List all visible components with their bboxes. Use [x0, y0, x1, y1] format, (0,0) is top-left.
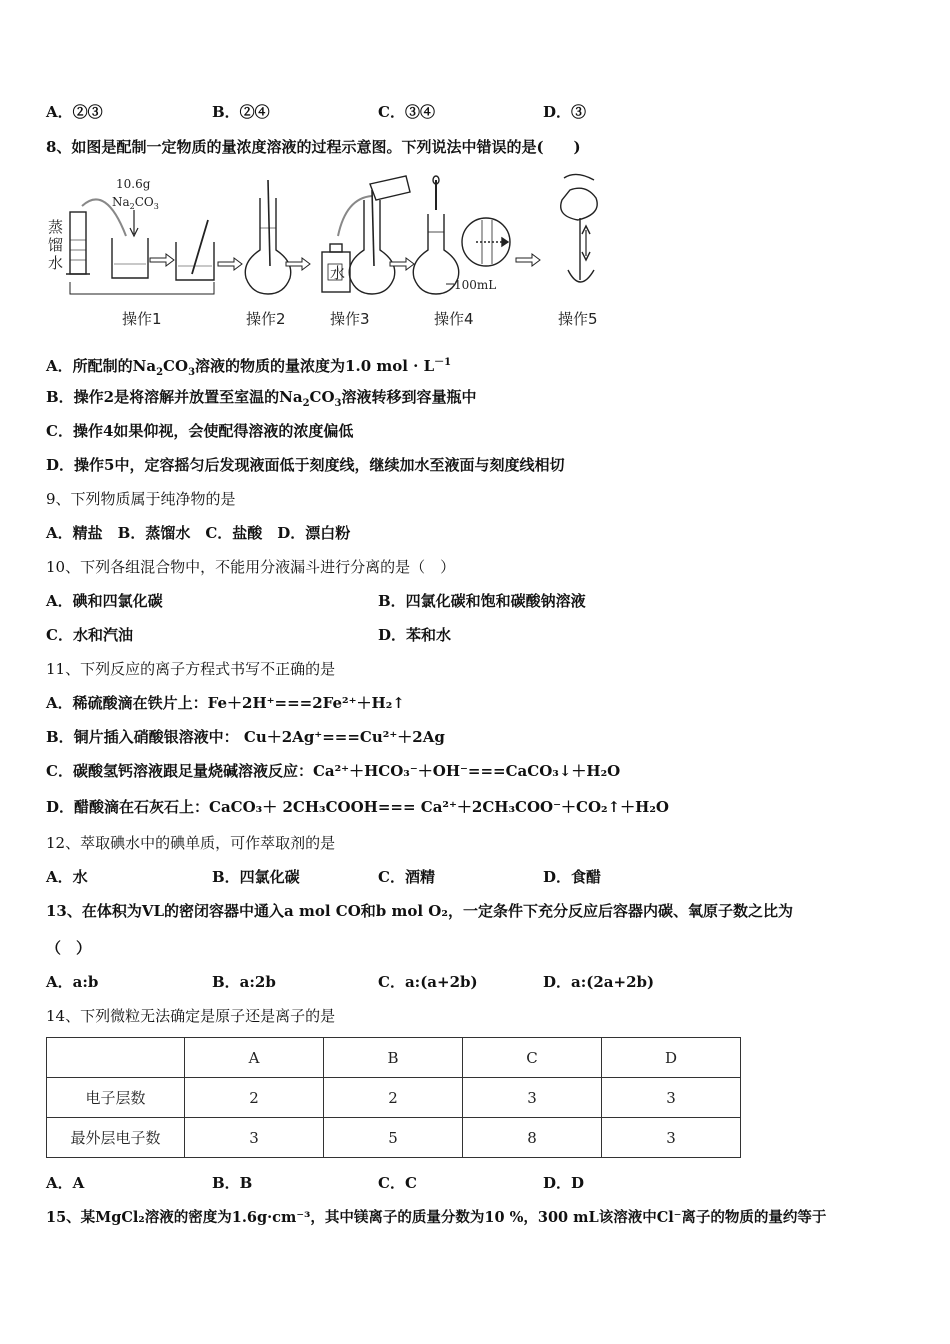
q7-option-b: B．②④: [212, 103, 270, 121]
step-3-label: 操作3: [330, 310, 370, 328]
eye-level-magnifier: [462, 218, 510, 266]
graduated-cylinder: [66, 212, 90, 274]
table-cell: 3: [185, 1118, 324, 1158]
reagent-name: $Na_2CO_3$: [112, 195, 159, 211]
q14-table: [46, 1037, 741, 1158]
q7-option-c: C．③④: [378, 103, 435, 121]
water-label-3: 水: [48, 254, 64, 272]
q10-option-c: C．水和汽油: [46, 626, 133, 644]
q14-option-d: D．D: [543, 1174, 585, 1192]
table-cell: A: [185, 1038, 324, 1078]
q15-stem: 15、某MgCl₂溶液的密度为1.6g·cm⁻³，其中镁离子的质量分数为10 %，300 mL该溶液中Cl⁻离子的物质的量约等于: [46, 1209, 827, 1226]
q12-option-b: B．四氯化碳: [212, 868, 300, 886]
q11-option-b: B．铜片插入硝酸银溶液中： Cu＋2Ag⁺===Cu²⁺＋2Ag: [46, 728, 445, 746]
q13-option-b: B．a:2b: [212, 973, 276, 991]
q7-option-d: D．③: [543, 103, 587, 121]
beaker-2: [176, 220, 214, 280]
volume-label: 100mL: [454, 278, 497, 292]
q14-option-b: B．B: [212, 1174, 253, 1192]
q14-stem: 14、下列微粒无法确定是原子还是离子的是: [46, 1007, 336, 1025]
water-label-2: 馏: [48, 236, 64, 254]
water-label-1: 蒸: [48, 218, 64, 236]
table-cell: 3: [602, 1118, 741, 1158]
q13-paren: （ ）: [46, 939, 92, 957]
table-cell: C: [463, 1038, 602, 1078]
q10-option-b: B．四氯化碳和饱和碳酸钠溶液: [378, 592, 586, 610]
q11-stem: 11、下列反应的离子方程式书写不正确的是: [46, 660, 336, 678]
solution-prep-diagram: [46, 170, 616, 335]
q8-option-b: B．操作2是将溶解并放置至室温的$Na_2CO_3$溶液转移到容量瓶中: [46, 388, 477, 409]
q11-option-a: A．稀硫酸滴在铁片上：Fe＋2H⁺===2Fe²⁺＋H₂↑: [46, 694, 405, 712]
q10-option-a: A．碘和四氯化碳: [46, 592, 163, 610]
table-row: [47, 1118, 741, 1158]
q13-stem: 13、在体积为VL的密闭容器中通入a mol CO和b mol O₂，一定条件下充分反应后容器内碳、氧原子数之比为: [46, 902, 793, 920]
q12-option-d: D．食醋: [543, 868, 602, 886]
table-cell: 3: [602, 1078, 741, 1118]
arrow-icon: [516, 254, 540, 266]
q12-stem: 12、萃取碘水中的碘单质，可作萃取剂的是: [46, 834, 336, 852]
q8-stem: 8、如图是配制一定物质的量浓度溶液的过程示意图。下列说法中错误的是( ): [46, 138, 581, 156]
table-cell: 2: [185, 1078, 324, 1118]
q14-option-a: A．A: [46, 1174, 85, 1192]
q10-option-d: D．苯和水: [378, 626, 452, 644]
volumetric-flask-2: [245, 180, 290, 294]
volumetric-flask-3: [349, 176, 410, 294]
table-cell: 电子层数: [47, 1078, 185, 1118]
step-5-label: 操作5: [558, 310, 598, 328]
q11-option-d: D．醋酸滴在石灰石上：CaCO₃＋ 2CH₃COOH=== Ca²⁺＋2CH₃COO⁻＋CO₂↑＋H₂O: [46, 798, 669, 816]
q8-option-d: D．操作5中，定容摇匀后发现液面低于刻度线，继续加水至液面与刻度线相切: [46, 456, 565, 474]
q13-option-a: A．a:b: [46, 973, 99, 991]
table-cell: B: [324, 1038, 463, 1078]
q12-option-a: A．水: [46, 868, 88, 886]
q8-option-a: A．所配制的$Na_2CO_3$溶液的物质的量浓度为1.0 mol · $L^{-1}$: [46, 357, 452, 378]
table-row: [47, 1078, 741, 1118]
beaker-1: [112, 238, 148, 278]
flask-water-label: 水: [330, 264, 346, 282]
q9-stem: 9、下列物质属于纯净物的是: [46, 490, 236, 508]
table-cell: 最外层电子数: [47, 1118, 185, 1158]
volumetric-flask-5: [561, 174, 597, 282]
q9-options: A．精盐 B．蒸馏水 C．盐酸 D．漂白粉: [46, 524, 351, 542]
volumetric-flask-4: [413, 176, 458, 294]
step-2-label: 操作2: [246, 310, 286, 328]
q14-option-c: C．C: [378, 1174, 417, 1192]
q13-option-c: C．a:(a+2b): [378, 973, 478, 991]
q7-option-a: A．②③: [46, 103, 103, 121]
step-4-label: 操作4: [434, 310, 474, 328]
arrow-icon: [150, 254, 174, 266]
table-cell: 2: [324, 1078, 463, 1118]
q11-option-c: C．碳酸氢钙溶液跟足量烧碱溶液反应：Ca²⁺＋HCO₃⁻＋OH⁻===CaCO₃↓＋H₂O: [46, 762, 621, 780]
table-cell: 8: [463, 1118, 602, 1158]
q8-option-c: C．操作4如果仰视，会使配得溶液的浓度偏低: [46, 422, 354, 440]
table-cell: 5: [324, 1118, 463, 1158]
table-cell: [47, 1038, 185, 1078]
q12-option-c: C．酒精: [378, 868, 435, 886]
table-cell: 3: [463, 1078, 602, 1118]
q10-stem: 10、下列各组混合物中，不能用分液漏斗进行分离的是（ ）: [46, 558, 456, 576]
q13-option-d: D．a:(2a+2b): [543, 973, 655, 991]
table-cell: D: [602, 1038, 741, 1078]
reagent-mass: 10.6g: [116, 177, 151, 191]
arrow-icon: [218, 258, 242, 270]
table-header-row: [47, 1038, 741, 1078]
step-1-label: 操作1: [122, 310, 162, 328]
